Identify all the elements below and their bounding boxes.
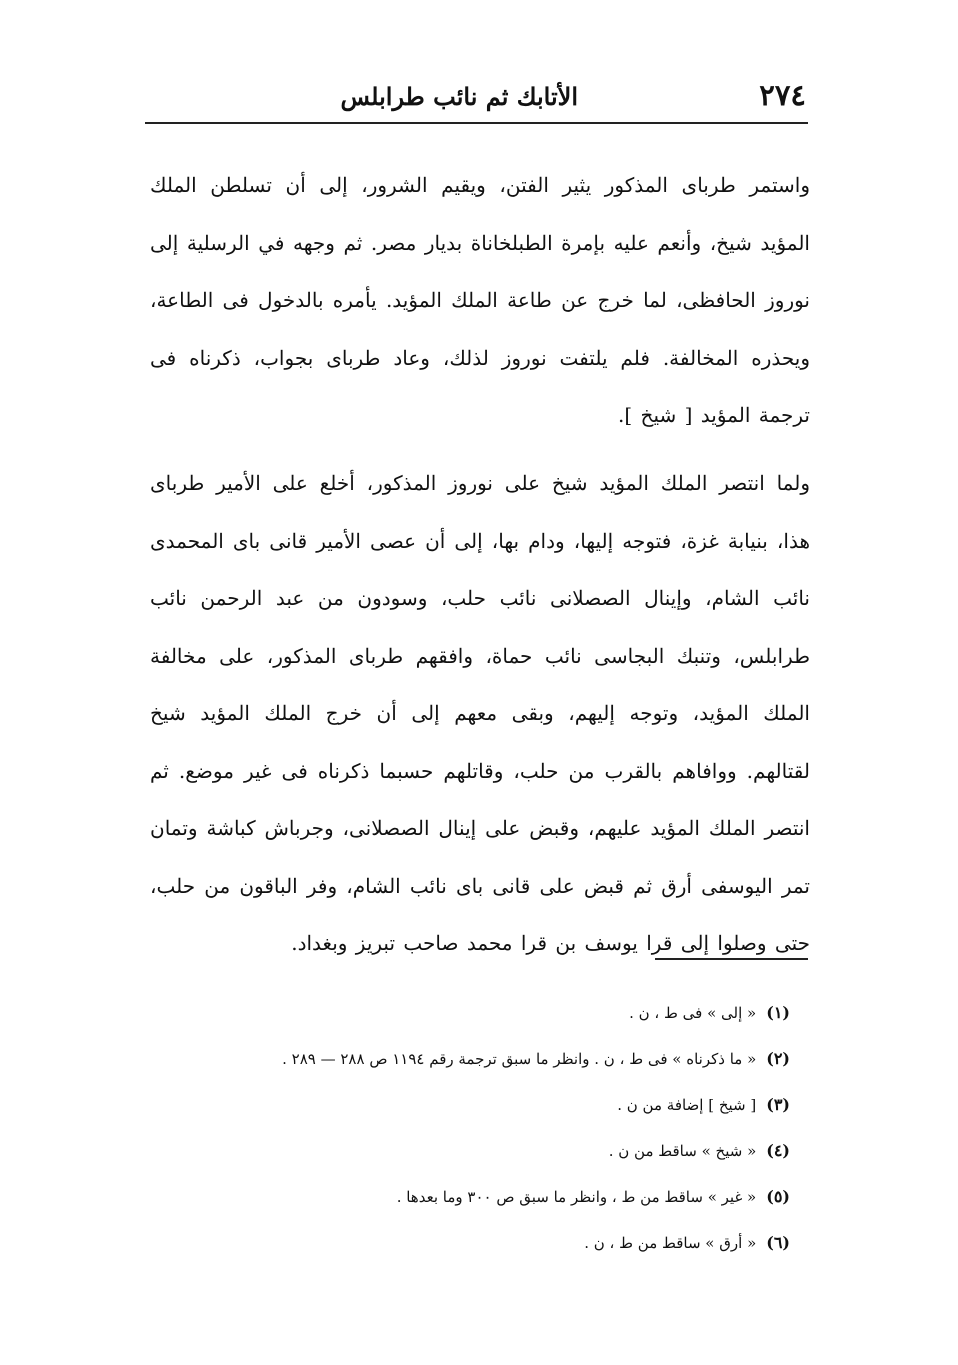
footnote-number: (٦) <box>766 1233 790 1252</box>
footnote <box>140 1128 790 1174</box>
footnote-text: « إلى » فى ط ، ن . <box>629 1004 757 1022</box>
footnote-text: « غير » ساقط من ط ، وانظر ما سبق ص ٣٠٠ وما بعدها . <box>396 1188 757 1206</box>
footnote <box>140 1036 790 1082</box>
running-title: الأتابك ثم نائب طرابلس <box>340 82 578 111</box>
paragraph-1: واستمر طرباى المذكور يثير الفتن، ويقيم الشرور، إلى أن تسلطن الملك المؤيد شيخ، وأنعم عليه بإمرة الطبلخاناة بديار مصر. ثم وجهه في الرسلية إلى نوروز الحافظى، لما خرج عن طاعة الملك المؤيد. يأمره بالدخول فى الطاعة، ويحذره المخالفة. فلم يلتفت نوروز لذلك، وعاد طرباى بجواب، ذكرناه فى ترجمة المؤيد [ شيخ ]. <box>150 173 810 427</box>
footnote <box>140 990 790 1036</box>
footnote-number: (٢) <box>766 1049 790 1068</box>
footnote-number: (٤) <box>766 1141 790 1160</box>
header-rule <box>145 122 808 124</box>
footnotes <box>140 990 790 1266</box>
paragraph-2: ولما انتصر الملك المؤيد شيخ على نوروز المذكور، أخلع على الأمير طرباى هذا، بنيابة غزة، فتوجه إليها، ودام بها، إلى أن عصى الأمير قانى باى المحمدى نائب الشام، وإينال الصصلانى نائب حلب، وسودون من عبد الرحمن نائب طرابلس، وتنبك البجاسى نائب حماة، وافقهم طرباى المذكور، على مخالفة الملك المؤيد، وتوجه إليهم، وبقى معهم إلى أن خرج الملك المؤيد شيخ لقتالهم. ووافاهم بالقرب من حلب، وقاتلهم حسبما ذكرناه فى غير موضع. ثم انتصر الملك المؤيد عليهم، وقبض على إينال الصصلانى، وجرباش كباشة وتمان تمر اليوسفى أرق ثم قبض على قانى باى نائب الشام، وفر الباقون من حلب، حتى وصلوا إلى قرا يوسف بن قرا محمد صاحب تبريز وبغداد. <box>150 471 811 955</box>
footnote-text: [ شيخ ] إضافة من ن . <box>617 1096 757 1114</box>
page-header <box>145 78 808 124</box>
footnote-number: (٥) <box>766 1187 790 1206</box>
footnote <box>140 1082 790 1128</box>
footnote-text: « أرق » ساقط من ط ، ن . <box>584 1234 757 1252</box>
footnote-number: (٣) <box>766 1095 790 1114</box>
footnote <box>140 1174 790 1220</box>
page-number: ٢٧٤ <box>759 78 806 112</box>
footnote-text: « شيخ » ساقط من ن . <box>608 1142 757 1160</box>
footnote-text: « ما ذكرناه » فى ط ، ن . وانظر ما سبق ترجمة رقم ١١٩٤ ص ٢٨٨ — ٢٨٩ . <box>282 1050 757 1068</box>
footnote <box>140 1220 790 1266</box>
footnote-separator <box>655 958 808 960</box>
footnote-number: (١) <box>766 1003 790 1022</box>
